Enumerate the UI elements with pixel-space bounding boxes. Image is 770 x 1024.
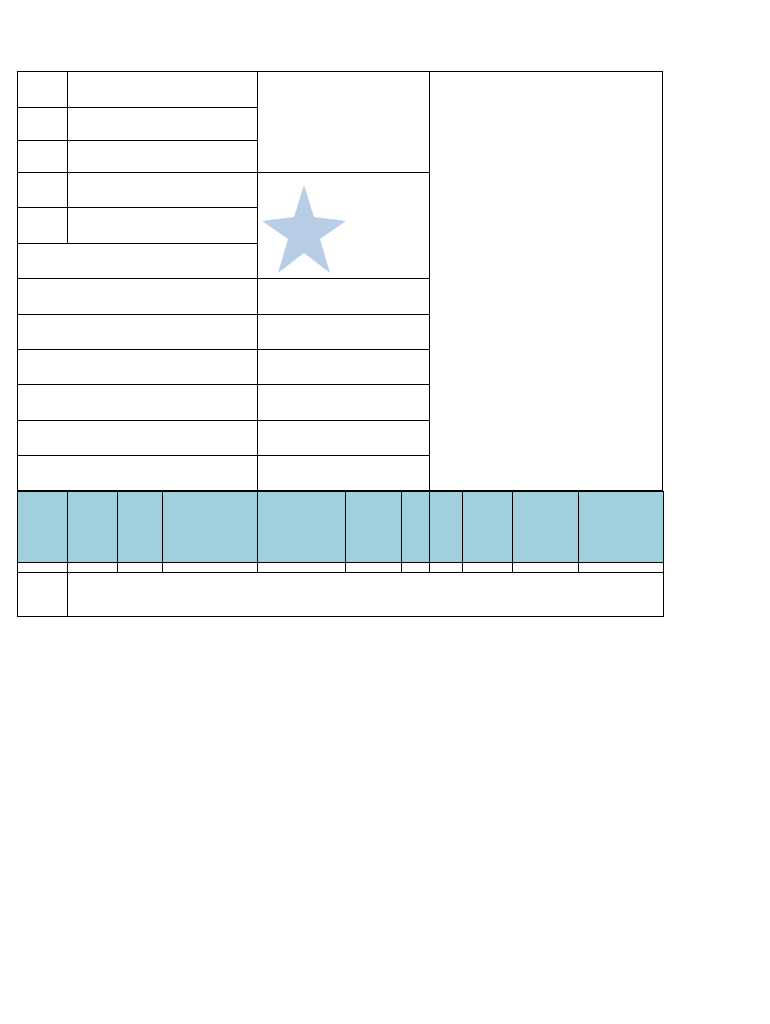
agency-label bbox=[18, 141, 68, 173]
col-non-responsible bbox=[68, 492, 118, 563]
col-state bbox=[402, 492, 430, 563]
ourbest-logo-cell bbox=[258, 173, 430, 279]
title-label bbox=[18, 108, 68, 141]
blank-left-4 bbox=[18, 350, 258, 385]
responses-table bbox=[17, 491, 664, 573]
header-block bbox=[17, 71, 663, 491]
comments-row bbox=[18, 573, 664, 617]
col-email bbox=[579, 492, 664, 563]
col-non-responsive bbox=[18, 492, 68, 563]
col-firm-names bbox=[163, 492, 258, 563]
pm-value bbox=[68, 173, 258, 208]
blank-mid-1 bbox=[258, 279, 430, 315]
comments-field[interactable] bbox=[68, 573, 664, 617]
agent-label bbox=[18, 208, 68, 244]
blank-left-6 bbox=[18, 421, 258, 456]
table-body bbox=[18, 563, 664, 573]
agency-value bbox=[68, 141, 258, 173]
comments-label bbox=[18, 573, 68, 617]
blank-mid-6 bbox=[258, 456, 430, 491]
col-zip bbox=[430, 492, 463, 563]
title-value bbox=[68, 108, 258, 141]
broward-logo-cell bbox=[258, 72, 430, 173]
spacer-row bbox=[18, 563, 664, 573]
blank-mid-2 bbox=[258, 315, 430, 350]
blank-left-3 bbox=[18, 315, 258, 350]
blank-left-2 bbox=[18, 279, 258, 315]
tabulation-sheet bbox=[17, 71, 663, 617]
comments-table bbox=[17, 572, 664, 617]
col-address bbox=[258, 492, 346, 563]
table-header-row bbox=[18, 492, 664, 563]
rfp-label bbox=[18, 72, 68, 108]
agent-value bbox=[68, 208, 258, 244]
broward-logo bbox=[262, 78, 348, 80]
ourbest-logo bbox=[260, 181, 348, 277]
blank-mid-4 bbox=[258, 385, 430, 421]
star-burst-icon bbox=[260, 181, 348, 277]
col-contact-name bbox=[463, 492, 513, 563]
rfp-value bbox=[68, 72, 258, 108]
blank-left-7 bbox=[18, 456, 258, 491]
blank-left-5 bbox=[18, 385, 258, 421]
col-rank bbox=[118, 492, 163, 563]
blank-mid-3 bbox=[258, 350, 430, 385]
blank-left-1 bbox=[18, 244, 258, 279]
pm-label bbox=[18, 173, 68, 208]
col-city bbox=[346, 492, 402, 563]
blank-mid-5 bbox=[258, 421, 430, 456]
col-contact-telephone bbox=[513, 492, 579, 563]
